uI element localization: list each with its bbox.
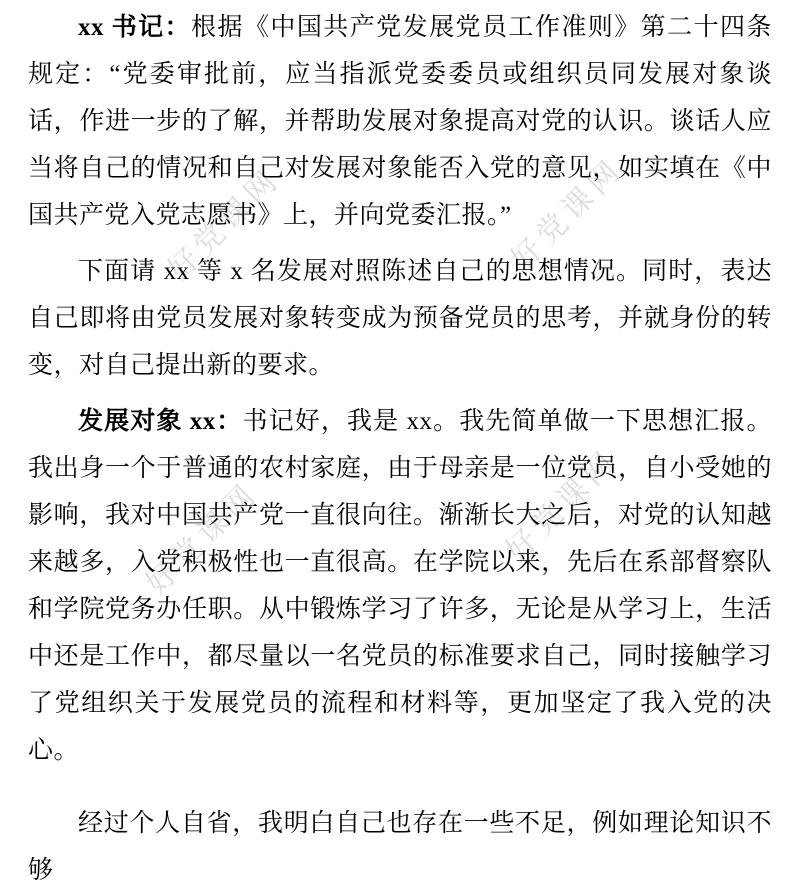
paragraph xyxy=(28,800,772,894)
paragraph xyxy=(28,4,772,239)
speaker-label: 发展对象 xx： xyxy=(78,408,243,435)
paragraph xyxy=(28,398,772,774)
watermark: 好党课网 xyxy=(499,442,626,569)
watermark: 好党课网 xyxy=(139,475,266,602)
paragraph-text: 经过个人自省，我明白自己也存在一些不足，例如理论知识不够 xyxy=(28,810,772,884)
watermark: 好党课网 xyxy=(161,161,288,288)
paragraph-text: 下面请 xx 等 x 名发展对照陈述自己的思想情况。同时，表达自己即将由党员发展对象转变成为预备党员的思考，并就身份的转变，对自己提出新的要求。 xyxy=(28,258,772,379)
speaker-label: xx 书记： xyxy=(78,14,192,41)
paragraph-text: 根据《中国共产党发展党员工作准则》第二十四条规定：“党委审批前，应当指派党委委员或组织员同发展对象谈话，作进一步的了解，并帮助发展对象提高对党的认识。谈话人应当将自己的情况和自己对发展对象能否入党的意见，如实填在《中国共产党入党志愿书》上，并向党委汇报。” xyxy=(28,14,772,229)
paragraph-text: 书记好，我是 xx。我先简单做一下思想汇报。我出身一个于普通的农村家庭，由于母亲是一位党员，自小受她的影响，我对中国共产党一直很向往。渐渐长大之后，对党的认知越来越多，入党积极性也一直很高。在学院以来，先后在系部督察队和学院党务办任职。从中锻炼学习了许多，无论是从学习上，生活中还是工作中，都尽量以一名党员的标准要求自己，同时接触学习了党组织关于发展党员的流程和材料等，更加坚定了我入党的决心。 xyxy=(28,408,772,764)
paragraph xyxy=(28,248,772,389)
watermark: 好党课网 xyxy=(504,151,631,278)
